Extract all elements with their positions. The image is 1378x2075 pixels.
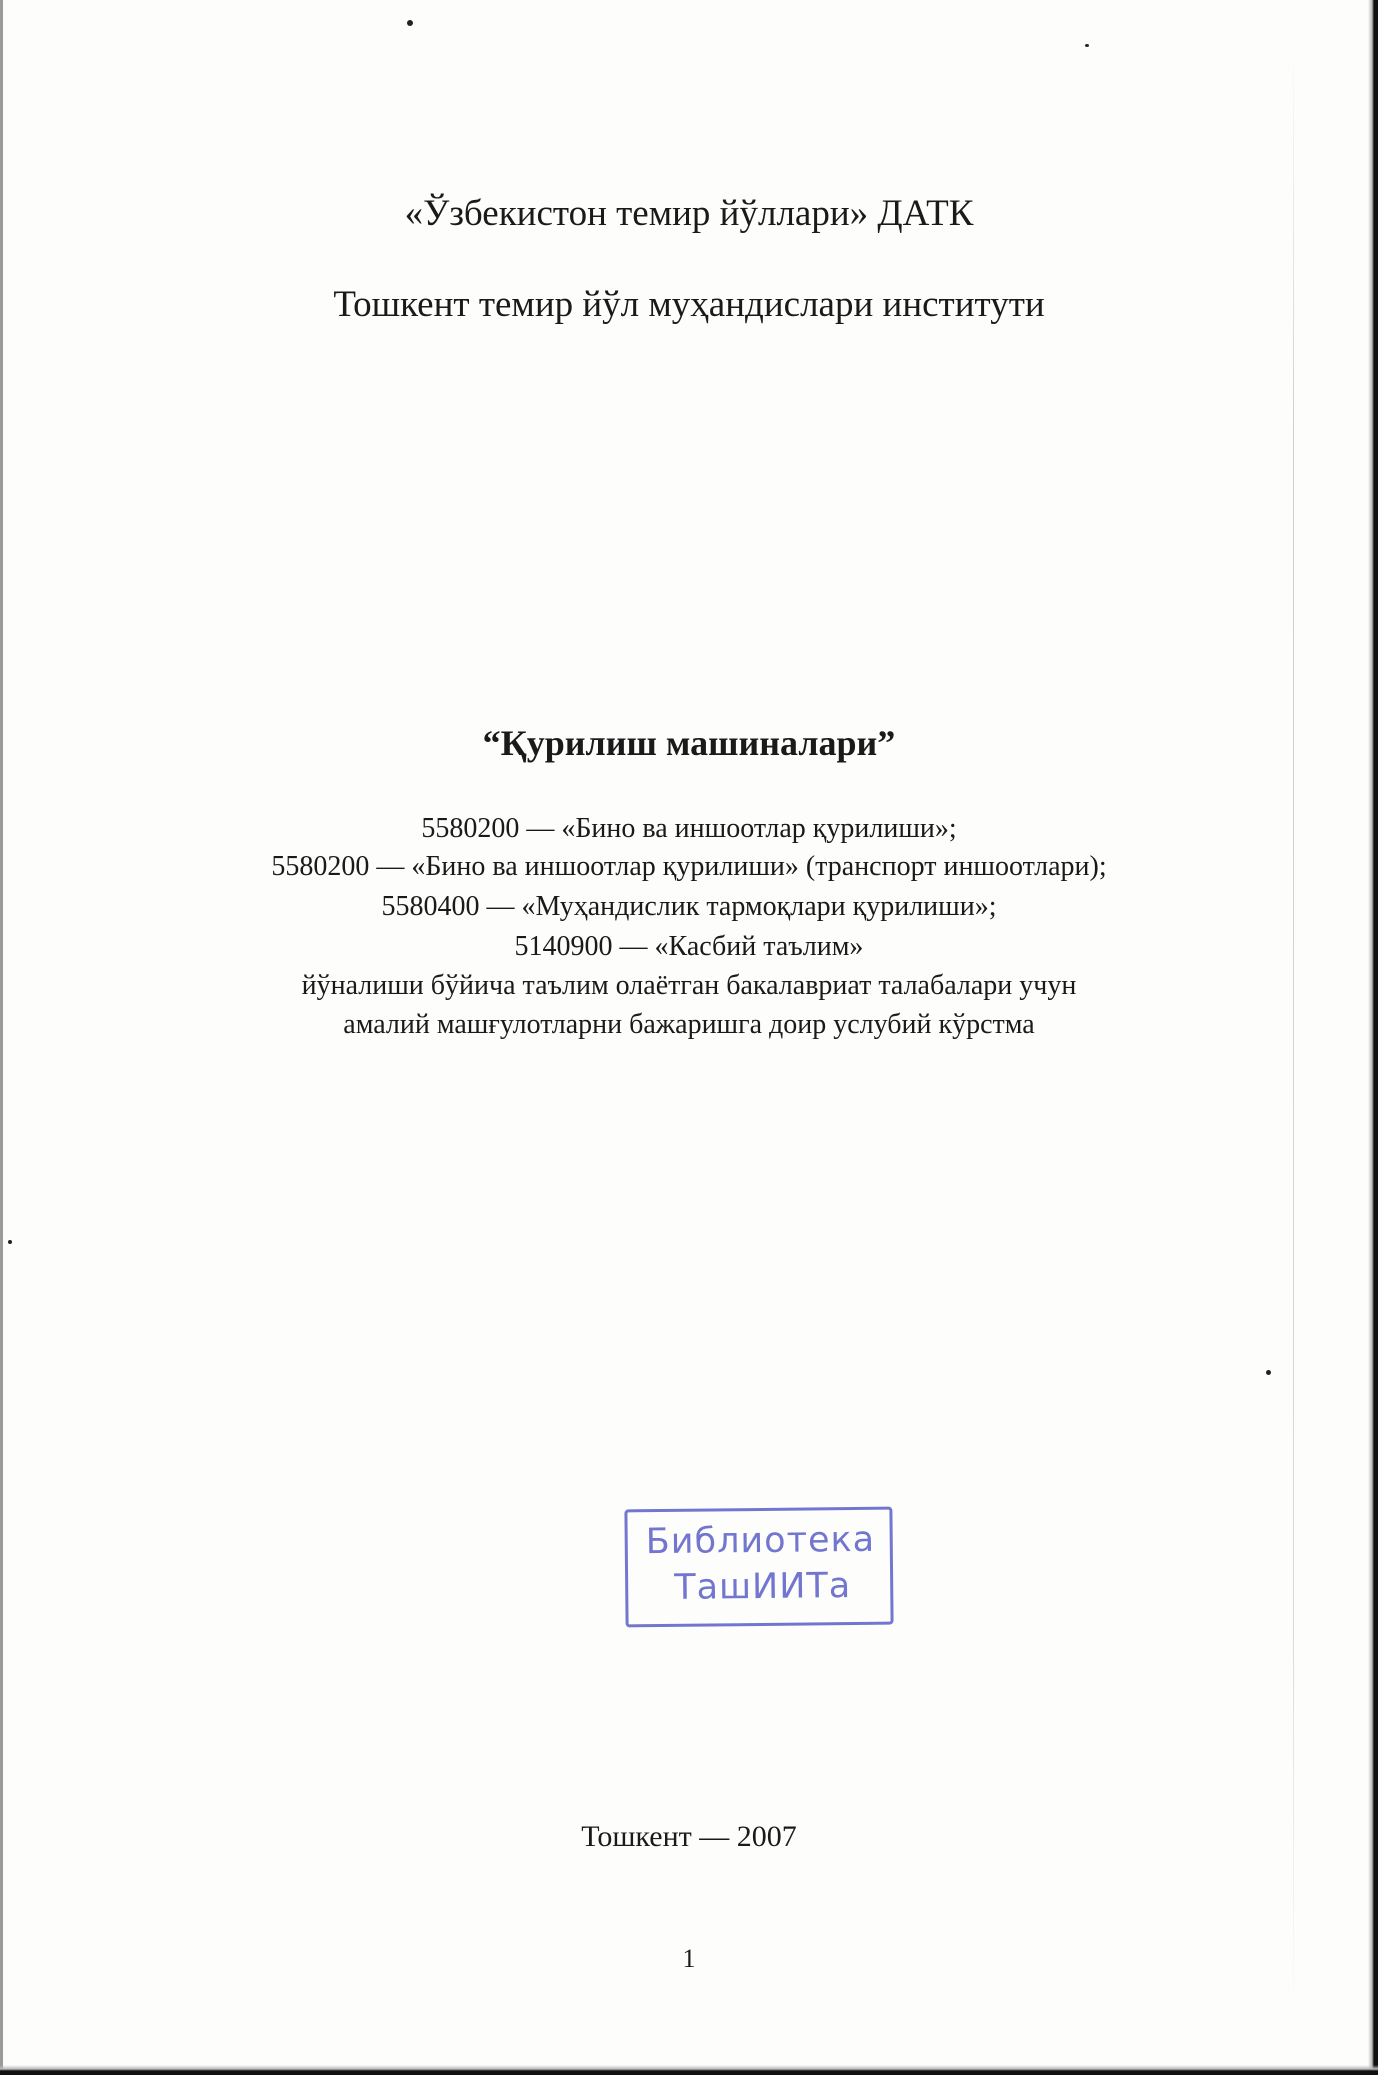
library-stamp	[624, 1507, 893, 1628]
stamp-line-2: ТашИИТа	[674, 1566, 852, 1608]
organization-name: «Ўзбекистон темир йўллари» ДАТК	[404, 193, 974, 234]
document-title: “Қурилиш машиналари”	[482, 723, 896, 763]
specialty-line: 5580400 — «Муҳандислик тармоқлари қурилиши»;	[381, 891, 997, 922]
scan-speck	[8, 1240, 12, 1244]
scan-speck	[1085, 44, 1089, 47]
scan-speck	[1266, 1370, 1271, 1375]
specialty-line: 5140900 — «Касбий таълим»	[514, 931, 864, 962]
page-number: 1	[682, 1944, 696, 1973]
description-line: йўналиши бўйича таълим олаётган бакалавриат талабалари учун	[301, 970, 1077, 1001]
institute-name: Тошкент темир йўл муҳандислари институти	[333, 284, 1045, 325]
scan-edge-bottom	[0, 2065, 1378, 2075]
specialty-line: 5580200 — «Бино ва иншоотлар қурилиши»;	[421, 813, 957, 844]
description-line: амалий машғулотларни бажаришга доир услубий кўрстма	[343, 1009, 1035, 1040]
stamp-line-1: Библиотека	[645, 1519, 876, 1563]
scan-speck	[407, 20, 413, 26]
specialty-line: 5580200 — «Бино ва иншоотлар қурилиши» (транспорт иншоотлари);	[271, 851, 1107, 882]
city-year: Тошкент — 2007	[581, 1820, 797, 1853]
